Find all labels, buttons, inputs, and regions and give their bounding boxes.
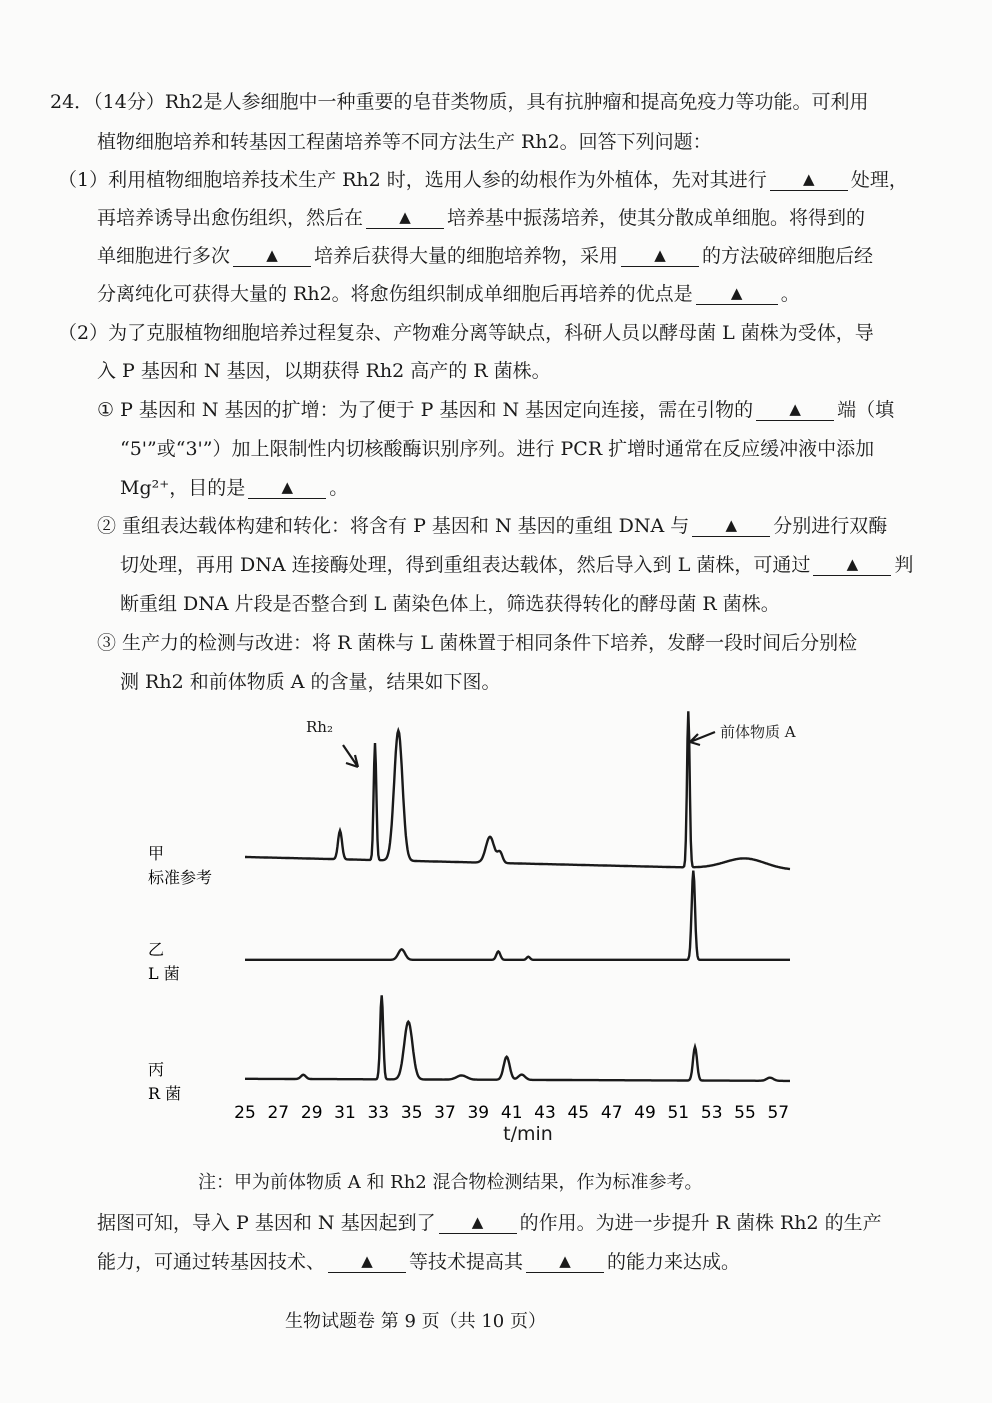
- triangle-mark: ▲: [654, 246, 666, 264]
- q-line-2: 植物细胞培养和转基因工程菌培养等不同方法生产 Rh2。回答下列问题：: [97, 131, 712, 153]
- q-line-11: [120, 476, 348, 500]
- triangle-mark: ▲: [789, 400, 801, 418]
- answer-blank[interactable]: [621, 244, 699, 267]
- q-line-10: “5'”或“3'”）加上限制性内切核酸酶识别序列。进行 PCR 扩增时通常在反应缓冲液中添加: [120, 438, 875, 460]
- text-segment: 据图可知，导入 P 基因和 N 基因起到了: [97, 1212, 436, 1234]
- text-segment: 切处理，再用 DNA 连接酶处理，得到重组表达载体，然后导入到 L 菌株，可通过: [120, 554, 811, 576]
- q-line-16: 测 Rh2 和前体物质 A 的含量，结果如下图。: [120, 671, 501, 693]
- q-line-4: [97, 206, 865, 230]
- precursor-arrow: [690, 732, 715, 745]
- text-segment: 的作用。为进一步提升 R 菌株 Rh2 的生产: [519, 1212, 882, 1234]
- triangle-mark: ▲: [725, 516, 738, 534]
- x-tick-label: 35: [400, 1103, 423, 1123]
- text-segment: 培养后获得大量的细胞培养物，采用: [314, 245, 619, 267]
- triangle-mark: ▲: [471, 1213, 484, 1231]
- x-tick-label: 57: [767, 1103, 790, 1123]
- chromatogram-chart: [130, 705, 810, 1160]
- x-tick-label: 45: [567, 1103, 590, 1123]
- precursor-annotation: 前体物质 A: [720, 723, 796, 741]
- answer-blank[interactable]: [696, 282, 778, 305]
- text-segment: Mg²⁺，目的是: [120, 477, 246, 499]
- answer-blank[interactable]: [813, 553, 891, 576]
- text-segment: 培养基中振荡培养，使其分散成单细胞。将得到的: [447, 207, 866, 229]
- q-line-5: [97, 244, 873, 268]
- text-segment: 单细胞进行多次: [97, 245, 231, 267]
- x-tick-label: 41: [500, 1103, 523, 1123]
- q-line-3: [58, 168, 908, 192]
- triangle-mark: ▲: [846, 555, 859, 573]
- trace-3: [245, 995, 790, 1081]
- triangle-mark: ▲: [730, 284, 743, 302]
- answer-blank[interactable]: [526, 1250, 604, 1273]
- answer-blank[interactable]: [248, 476, 326, 499]
- x-tick-label: 27: [267, 1103, 290, 1123]
- text-segment: 。: [780, 283, 800, 305]
- text-segment: 。: [329, 477, 349, 499]
- answer-blank[interactable]: [328, 1250, 406, 1273]
- rh2-arrow: [343, 745, 358, 767]
- q-line-8: 入 P 基因和 N 基因，以期获得 Rh2 高产的 R 菌株。: [97, 360, 551, 382]
- triangle-mark: ▲: [803, 170, 815, 188]
- q-line-9: [97, 398, 894, 422]
- tail-line-1: [97, 1211, 882, 1235]
- x-tick-label: 51: [667, 1103, 690, 1123]
- text-segment: 分别进行双酶: [773, 515, 888, 537]
- triangle-mark: ▲: [281, 478, 294, 496]
- x-tick-label: 49: [634, 1103, 656, 1123]
- answer-blank[interactable]: [439, 1211, 517, 1234]
- answer-blank[interactable]: [756, 398, 834, 421]
- answer-blank[interactable]: [233, 244, 311, 267]
- q-line-6: [97, 282, 800, 306]
- series-label-3: 丙: [148, 1060, 165, 1079]
- x-tick-label: 25: [234, 1103, 256, 1123]
- triangle-mark: ▲: [266, 246, 278, 264]
- text-segment: 处理，: [850, 169, 908, 191]
- x-tick-label: 53: [700, 1103, 723, 1123]
- text-segment: 分离纯化可获得大量的 Rh2。将愈伤组织制成单细胞后再培养的优点是: [97, 283, 693, 305]
- q-line-12: [97, 514, 887, 538]
- text-segment: 能力，可通过转基因技术、: [97, 1251, 326, 1273]
- q-line-14: 断重组 DNA 片段是否整合到 L 菌染色体上，筛选获得转化的酵母菌 R 菌株。: [120, 593, 780, 615]
- answer-blank[interactable]: [770, 168, 848, 191]
- series-sublabel-1: 标准参考: [148, 868, 213, 887]
- trace-2: [245, 871, 790, 960]
- q-line-1: 24．（14分）Rh2是人参细胞中一种重要的皂苷类物质，具有抗肿瘤和提高免疫力等功能。可利用: [50, 91, 869, 113]
- tail-line-2: [97, 1250, 740, 1274]
- x-tick-label: 39: [467, 1103, 490, 1123]
- series-label-2: 乙: [148, 940, 165, 959]
- text-segment: 判: [894, 554, 914, 576]
- text-segment: 的方法破碎细胞后经: [702, 245, 874, 267]
- q-line-13: [120, 553, 913, 577]
- x-tick-label: 47: [600, 1103, 623, 1123]
- series-sublabel-3: R 菌: [148, 1084, 182, 1103]
- figure-note: 注：甲为前体物质 A 和 Rh2 混合物检测结果，作为标准参考。: [198, 1172, 703, 1193]
- q-line-15: ③ 生产力的检测与改进：将 R 菌株与 L 菌株置于相同条件下培养，发酵一段时间后分别检: [97, 632, 858, 654]
- triangle-mark: ▲: [361, 1252, 373, 1270]
- text-segment: 端（填: [837, 399, 895, 421]
- x-tick-label: 55: [734, 1103, 756, 1123]
- page-footer: 生物试题卷 第 9 页（共 10 页）: [285, 1311, 546, 1332]
- text-segment: ② 重组表达载体构建和转化：将含有 P 基因和 N 基因的重组 DNA 与: [97, 515, 690, 537]
- series-sublabel-2: L 菌: [148, 964, 180, 983]
- x-tick-label: 29: [300, 1103, 323, 1123]
- triangle-mark: ▲: [399, 208, 411, 226]
- rh2-annotation: Rh₂: [306, 718, 333, 736]
- triangle-mark: ▲: [559, 1252, 571, 1270]
- x-tick-label: 33: [367, 1103, 390, 1123]
- text-segment: 的能力来达成。: [607, 1251, 741, 1273]
- x-axis-label: t/min: [503, 1123, 553, 1145]
- text-segment: （1）利用植物细胞培养技术生产 Rh2 时，选用人参的幼根作为外植体，先对其进行: [58, 169, 767, 191]
- text-segment: 等技术提高其: [409, 1251, 524, 1273]
- q-line-7: （2）为了克服植物细胞培养过程复杂、产物难分离等缺点，科研人员以酵母菌 L 菌株为受体，导: [58, 322, 874, 344]
- text-segment: ① P 基因和 N 基因的扩增：为了便于 P 基因和 N 基因定向连接，需在引物的: [97, 399, 754, 421]
- answer-blank[interactable]: [692, 514, 770, 537]
- answer-blank[interactable]: [366, 206, 444, 229]
- text-segment: 再培养诱导出愈伤组织，然后在: [97, 207, 364, 229]
- series-label-1: 甲: [148, 844, 165, 863]
- x-tick-label: 43: [534, 1103, 556, 1123]
- x-tick-label: 31: [334, 1103, 356, 1123]
- x-tick-label: 37: [434, 1103, 456, 1123]
